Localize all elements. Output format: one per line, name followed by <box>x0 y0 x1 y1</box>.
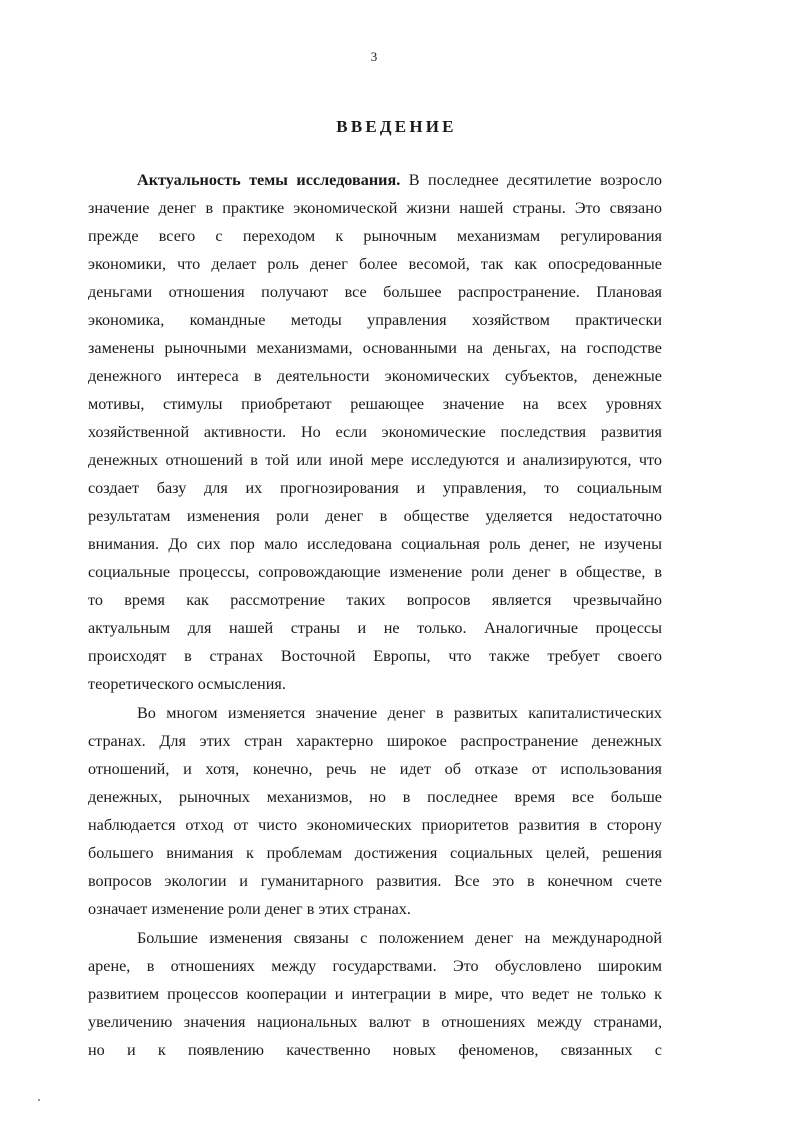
scan-speck <box>38 1099 40 1101</box>
paragraph-1-line: экономики, что делает роль денег более весомой, так как опосредованные <box>88 255 662 273</box>
paragraph-2-line: отношений, и хотя, конечно, речь не идет об отказе от использования <box>88 760 662 778</box>
paragraph-3-line: увеличению значения национальных валют в отношениях между странами, <box>88 1013 662 1031</box>
paragraph-1-lead: Актуальность темы исследования. <box>137 171 401 189</box>
paragraph-2-line: наблюдается отход от чисто экономических приоритетов развития в сторону <box>88 816 662 834</box>
paragraph-1-line: прежде всего с переходом к рыночным механизмам регулирования <box>88 227 662 245</box>
paragraph-3-line: развитием процессов кооперации и интеграции в мире, что ведет не только к <box>88 985 662 1003</box>
paragraph-1-line: мотивы, стимулы приобретают решающее значение на всех уровнях <box>88 395 662 413</box>
paragraph-2-line: денежных, рыночных механизмов, но в последнее время все больше <box>88 788 662 806</box>
paragraph-3-line: арене, в отношениях между государствами. Это обусловлено широким <box>88 957 662 975</box>
paragraph-1-line: теоретического осмысления. <box>88 675 286 693</box>
paragraph-2-line: вопросов экологии и гуманитарного развития. Все это в конечном счете <box>88 872 662 890</box>
paragraph-1-line: социальные процессы, сопровождающие изменение роли денег в обществе, в <box>88 563 662 581</box>
paragraph-1-line: результатам изменения роли денег в обществе уделяется недостаточно <box>88 507 662 525</box>
paragraph-1-line: денежного интереса в деятельности экономических субъектов, денежные <box>88 367 662 385</box>
paragraph-2-line: странах. Для этих стран характерно широкое распространение денежных <box>88 732 662 750</box>
paragraph-1-line: внимания. До сих пор мало исследована социальная роль денег, не изучены <box>88 535 662 553</box>
page-number: 3 <box>370 49 378 64</box>
paragraph-1-line: хозяйственной активности. Но если экономические последствия развития <box>88 423 662 441</box>
paragraph-2-line: означает изменение роли денег в этих странах. <box>88 900 411 918</box>
paragraph-1-line: денежных отношений в той или иной мере исследуются и анализируются, что <box>88 451 662 469</box>
paragraph-2-line: большего внимания к проблемам достижения социальных целей, решения <box>88 844 662 862</box>
paragraph-1-line: экономика, командные методы управления хозяйством практически <box>88 311 662 329</box>
paragraph-3-line: Большие изменения связаны с положением денег на международной <box>137 929 662 947</box>
paragraph-1-line: создает базу для их прогнозирования и управления, то социальным <box>88 479 662 497</box>
paragraph-1-line: актуальным для нашей страны и не только. Аналогичные процессы <box>88 619 662 637</box>
paragraph-1-line-1: Актуальность темы исследования. В последнее десятилетие возросло <box>137 171 662 189</box>
paragraph-1-line: происходят в странах Восточной Европы, что также требует своего <box>88 647 662 665</box>
paragraph-3-line: но и к появлению качественно новых феноменов, связанных с <box>88 1041 662 1059</box>
body-text <box>88 166 662 1064</box>
paragraph-1-line: заменены рыночными механизмами, основанными на деньгах, на господстве <box>88 339 662 357</box>
section-heading: ВВЕДЕНИЕ <box>336 117 457 136</box>
paragraph-1-line: деньгами отношения получают все большее распространение. Плановая <box>88 283 662 301</box>
paragraph-1-line: то время как рассмотрение таких вопросов является чрезвычайно <box>88 591 662 609</box>
paragraph-1-line: значение денег в практике экономической жизни нашей страны. Это связано <box>88 199 662 217</box>
paragraph-2-line: Во многом изменяется значение денег в развитых капиталистических <box>137 704 662 722</box>
